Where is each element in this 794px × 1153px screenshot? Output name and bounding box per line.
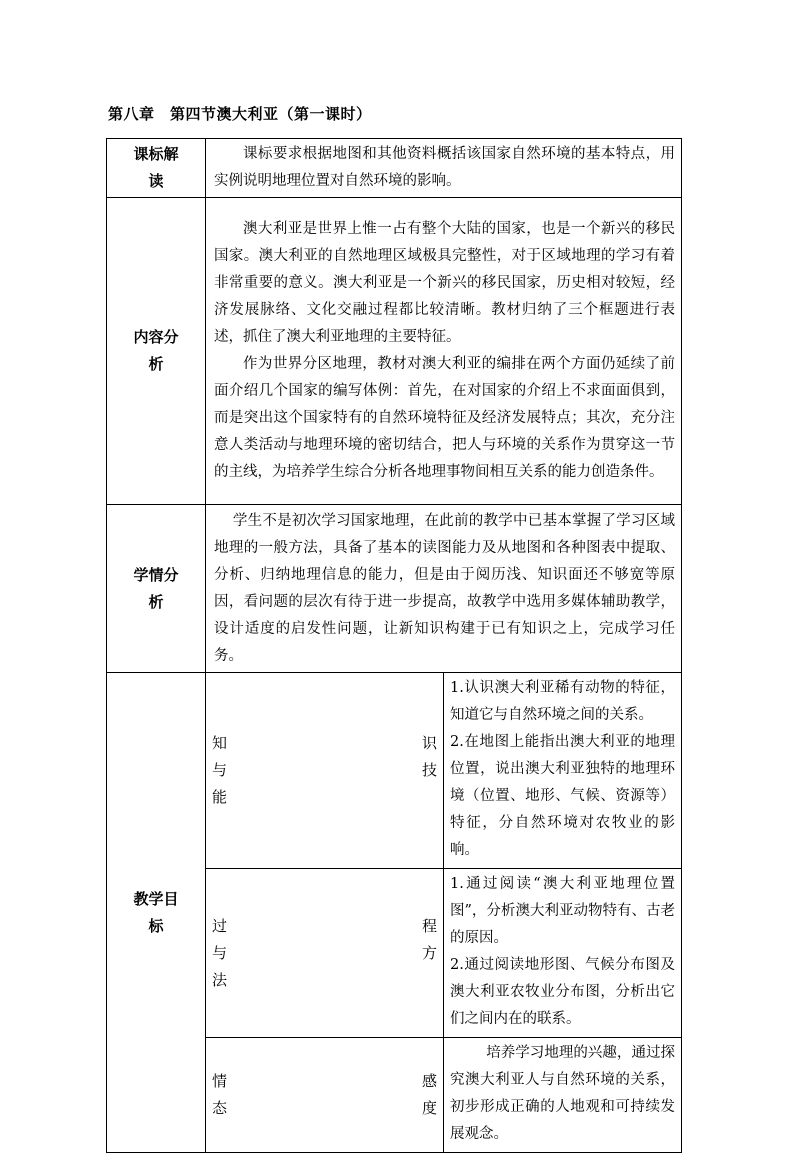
student-analysis-label <box>107 505 206 673</box>
emotion-attitude-content <box>444 1038 682 1153</box>
attitude-text: 培养学习地理的兴趣，通过探究澳大利亚人与自然环境的关系，初步形成正确的人地观和可持续发展观念。 <box>450 1045 675 1142</box>
curriculum-text-cell <box>206 139 682 198</box>
page-title: 第八章 第四节澳大利亚（第一课时） <box>108 105 372 123</box>
knowledge-label-line-1: 知识 <box>212 734 437 752</box>
process-label-line-3: 法 <box>212 970 228 989</box>
content-analysis-paragraph-1: 澳大利亚是世界上惟一占有整个大陆的国家，也是一个新兴的移民国家。澳大利亚的自然地理区域极具完整性，对于区域地理的学习有着非常重要的意义。澳大利亚是一个新兴的移民国家，历史相对较短，经济发展脉络、文化交融过程都比较清晰。教材归纳了三个框题进行表述，抓住了澳大利亚地理的主要特征。 <box>214 221 675 345</box>
knowledge-skills-label <box>206 673 444 869</box>
attitude-label-line-2: 态度 <box>212 1099 437 1117</box>
knowledge-item-1: 1.认识澳大利亚稀有动物的特征，知道它与自然环境之间的关系。 <box>450 680 675 723</box>
content-analysis-paragraph-2: 作为世界分区地理，教材对澳大利亚的编排在两个方面仍延续了前面介绍几个国家的编写体例：首先，在对国家的介绍上不求面面俱到，而是突出这个国家特有的自然环境特征及经济发展特点；其次，充分注意人类活动与地理环境的密切结合，把人与环境的关系作为贯穿这一节的主线，为培养学生综合分析各地理事物间相互关系的能力创造条件。 <box>214 356 675 480</box>
student-analysis-label-line-1: 学情分 <box>133 565 179 584</box>
goal-knowledge-row <box>107 673 682 869</box>
process-label-line-1: 过程 <box>212 916 437 935</box>
teaching-goals-label <box>107 673 206 1153</box>
teaching-goals-label-line-1: 教学目 <box>133 889 179 908</box>
content-analysis-row <box>107 198 682 505</box>
student-analysis-text-cell <box>206 505 682 673</box>
knowledge-skills-content <box>444 673 682 869</box>
curriculum-row <box>107 139 682 198</box>
lesson-plan-table <box>106 138 682 1153</box>
content-analysis-label-line-2: 析 <box>148 355 164 373</box>
process-method-label <box>206 869 444 1038</box>
process-item-2: 2.通过阅读地形图、气候分布图及澳大利亚农牧业分布图，分析出它们之间内在的联系。 <box>450 957 675 1027</box>
attitude-label-line-1: 情感 <box>212 1072 437 1090</box>
student-analysis-label-line-2: 析 <box>148 592 164 611</box>
student-analysis-row <box>107 505 682 673</box>
teaching-goals-label-line-2: 标 <box>148 916 164 935</box>
content-analysis-text-cell <box>206 198 682 505</box>
curriculum-label-line-2: 读 <box>148 172 164 190</box>
process-method-content <box>444 869 682 1038</box>
process-label-line-2: 与方 <box>212 943 437 962</box>
knowledge-label-line-2: 与技 <box>212 761 437 779</box>
process-item-1: 1.通过阅读“澳大利亚地理位置图”，分析澳大利亚动物特有、古老的原因。 <box>450 876 675 946</box>
curriculum-text: 课标要求根据地图和其他资料概括该国家自然环境的基本特点，用实例说明地理位置对自然环境的影响。 <box>214 146 675 189</box>
content-analysis-label <box>107 198 206 505</box>
content-analysis-label-line-1: 内容分 <box>133 328 179 346</box>
emotion-attitude-label <box>206 1038 444 1153</box>
curriculum-label <box>107 139 206 198</box>
curriculum-label-line-1: 课标解 <box>133 145 179 163</box>
student-analysis-text: 学生不是初次学习国家地理，在此前的教学中已基本掌握了学习区域地理的一般方法，具备了基本的读图能力及从地图和各种图表中提取、分析、归纳地理信息的能力，但是由于阅历浅、知识面还不够宽等原因，看问题的层次有待于进一步提高，故教学中选用多媒体辅助教学，设计适度的启发性问题，让新知识构建于已有知识之上，完成学习任务。 <box>214 512 675 664</box>
knowledge-item-2: 2.在地图上能指出澳大利亚的地理位置，说出澳大利亚独特的地理环境（位置、地形、气候、资源等）特征，分自然环境对农牧业的影响。 <box>450 734 675 858</box>
knowledge-label-line-3: 能 <box>212 788 228 806</box>
